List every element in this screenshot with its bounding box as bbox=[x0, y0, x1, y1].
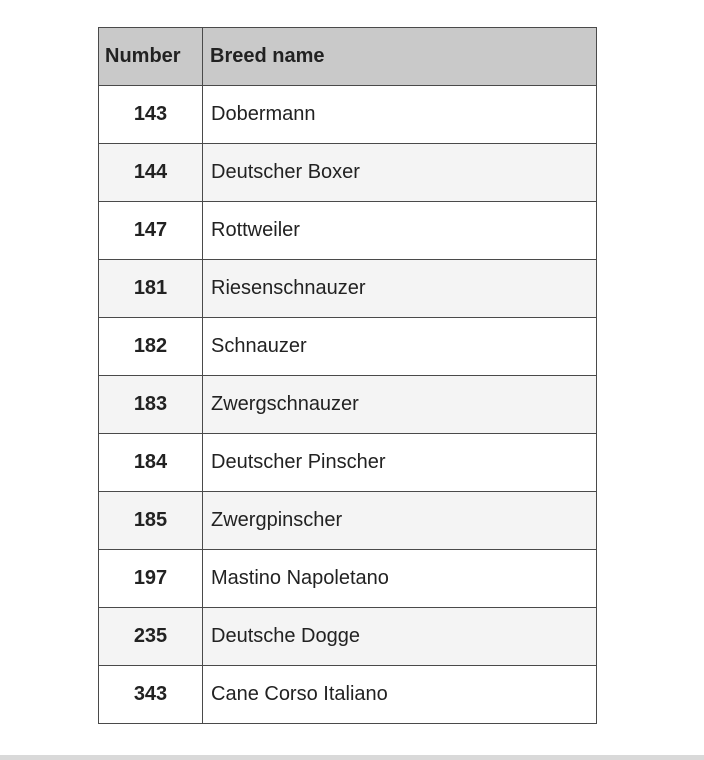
header-breed-name: Breed name bbox=[203, 28, 597, 86]
row-breed-name: Rottweiler bbox=[203, 202, 597, 260]
breed-table-container bbox=[98, 27, 596, 724]
row-number: 343 bbox=[99, 666, 203, 724]
row-breed-name: Zwergpinscher bbox=[203, 492, 597, 550]
table-row bbox=[99, 202, 597, 260]
row-number: 183 bbox=[99, 376, 203, 434]
table-row bbox=[99, 376, 597, 434]
row-breed-name: Deutsche Dogge bbox=[203, 608, 597, 666]
row-breed-name: Deutscher Pinscher bbox=[203, 434, 597, 492]
table-row bbox=[99, 86, 597, 144]
table-row bbox=[99, 550, 597, 608]
table-row bbox=[99, 434, 597, 492]
row-breed-name: Schnauzer bbox=[203, 318, 597, 376]
row-breed-name: Mastino Napoletano bbox=[203, 550, 597, 608]
row-number: 185 bbox=[99, 492, 203, 550]
table-row bbox=[99, 144, 597, 202]
table-row bbox=[99, 318, 597, 376]
bottom-edge-bar bbox=[0, 755, 704, 760]
row-number: 147 bbox=[99, 202, 203, 260]
row-breed-name: Dobermann bbox=[203, 86, 597, 144]
row-number: 144 bbox=[99, 144, 203, 202]
table-header-row bbox=[99, 28, 597, 86]
header-number: Number bbox=[99, 28, 203, 86]
row-breed-name: Riesenschnauzer bbox=[203, 260, 597, 318]
table-row bbox=[99, 608, 597, 666]
breed-table bbox=[98, 27, 597, 724]
table-row bbox=[99, 260, 597, 318]
table-row bbox=[99, 666, 597, 724]
row-breed-name: Zwergschnauzer bbox=[203, 376, 597, 434]
row-number: 181 bbox=[99, 260, 203, 318]
row-number: 182 bbox=[99, 318, 203, 376]
row-breed-name: Deutscher Boxer bbox=[203, 144, 597, 202]
row-number: 143 bbox=[99, 86, 203, 144]
row-number: 197 bbox=[99, 550, 203, 608]
table-row bbox=[99, 492, 597, 550]
row-number: 235 bbox=[99, 608, 203, 666]
row-number: 184 bbox=[99, 434, 203, 492]
row-breed-name: Cane Corso Italiano bbox=[203, 666, 597, 724]
